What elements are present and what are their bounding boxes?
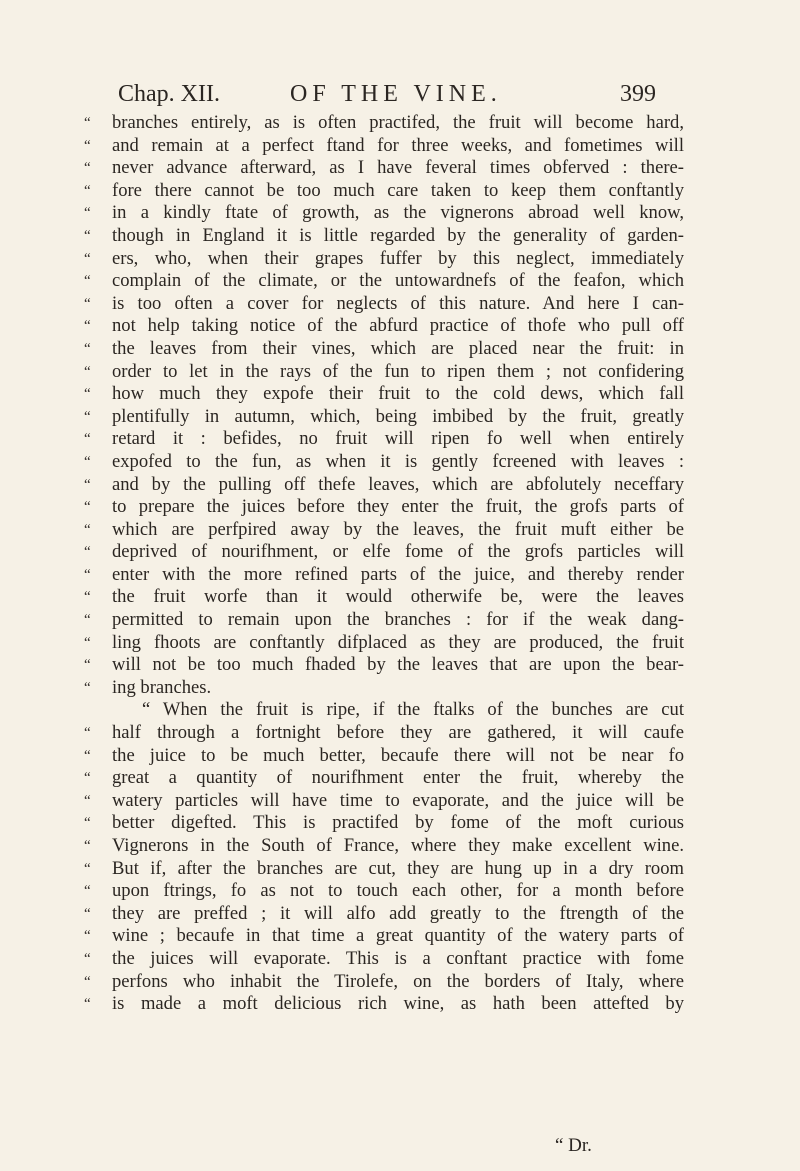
line-text: half through a fortnight before they are gathered, it will caufe bbox=[112, 722, 684, 744]
quote-mark: “ bbox=[84, 996, 91, 1013]
text-line bbox=[84, 722, 684, 745]
line-text: to prepare the juices before they enter the fruit, the grofs parts of bbox=[112, 496, 684, 518]
quote-mark: “ bbox=[84, 453, 91, 470]
quote-mark: “ bbox=[84, 679, 91, 696]
text-line bbox=[84, 135, 684, 158]
text-line bbox=[84, 925, 684, 948]
line-text: the juice to be much better, becaufe there will not be near fo bbox=[112, 744, 684, 766]
text-line bbox=[84, 451, 684, 474]
line-text: Vignerons in the South of France, where they make excellent wine. bbox=[112, 835, 684, 856]
line-text: great a quantity of nourifhment enter the fruit, whereby the bbox=[112, 767, 684, 789]
text-line bbox=[84, 202, 684, 225]
quote-mark: “ bbox=[84, 227, 91, 244]
line-text: they are preffed ; it will alfo add greatly to the ftrength of the bbox=[112, 902, 684, 924]
text-line bbox=[84, 180, 684, 203]
line-text: is too often a cover for neglects of this nature. And here I can- bbox=[112, 292, 684, 314]
quote-mark: “ bbox=[84, 815, 91, 832]
quote-mark: “ bbox=[84, 160, 91, 177]
quote-mark: “ bbox=[84, 770, 91, 787]
quote-mark: “ bbox=[84, 521, 91, 538]
quote-mark: “ bbox=[84, 950, 91, 967]
line-text: enter with the more refined parts of the juice, and thereby render bbox=[112, 563, 684, 585]
line-text: order to let in the rays of the fun to ripen them ; not confidering bbox=[112, 360, 684, 382]
line-text: and by the pulling off thefe leaves, which are abfolutely neceffary bbox=[112, 473, 684, 495]
line-text: upon ftrings, fo as not to touch each other, for a month before bbox=[112, 880, 684, 902]
quote-mark: “ bbox=[84, 792, 91, 809]
text-line bbox=[84, 835, 684, 858]
text-line bbox=[84, 157, 684, 180]
text-line bbox=[84, 225, 684, 248]
page-number: 399 bbox=[620, 81, 656, 107]
line-text: not help taking notice of the abfurd practice of thofe who pull off bbox=[112, 315, 684, 337]
quote-mark: “ bbox=[84, 363, 91, 380]
line-text: “ When the fruit is ripe, if the ftalks of the bunches are cut bbox=[142, 699, 684, 721]
text-line bbox=[84, 993, 684, 1016]
text-line bbox=[84, 858, 684, 881]
quote-mark: “ bbox=[84, 905, 91, 922]
chapter-label: Chap. XII. bbox=[118, 81, 220, 107]
text-line bbox=[84, 632, 684, 655]
line-text: ing branches. bbox=[112, 676, 212, 698]
quote-mark: “ bbox=[84, 566, 91, 583]
quote-mark: “ bbox=[84, 182, 91, 199]
text-line bbox=[84, 745, 684, 768]
quote-mark: “ bbox=[84, 928, 91, 945]
text-line bbox=[84, 790, 684, 813]
text-line bbox=[84, 564, 684, 587]
quote-mark: “ bbox=[84, 115, 91, 131]
text-line bbox=[84, 293, 684, 316]
text-line bbox=[84, 699, 684, 722]
quote-mark: “ bbox=[84, 589, 91, 606]
quote-mark: “ bbox=[84, 612, 91, 629]
text-line bbox=[84, 541, 684, 564]
line-text: is made a moft delicious rich wine, as hath been attefted by bbox=[112, 993, 684, 1015]
line-text: better digefted. This is practifed by fome of the moft curious bbox=[112, 812, 684, 834]
text-line bbox=[84, 112, 684, 135]
quote-mark: “ bbox=[84, 634, 91, 651]
text-line bbox=[84, 519, 684, 542]
line-text: perfons who inhabit the Tirolefe, on the borders of Italy, where bbox=[112, 970, 684, 992]
text-line bbox=[84, 903, 684, 926]
line-text: But if, after the branches are cut, they are hung up in a dry room bbox=[112, 857, 684, 879]
line-text: wine ; becaufe in that time a great quantity of the watery parts of bbox=[112, 925, 684, 947]
line-text: the leaves from their vines, which are placed near the fruit: in bbox=[112, 337, 684, 359]
quote-mark: “ bbox=[84, 860, 91, 877]
quote-mark: “ bbox=[84, 250, 91, 267]
text-line bbox=[84, 971, 684, 994]
text-line bbox=[84, 383, 684, 406]
text-line bbox=[84, 654, 684, 677]
text-line bbox=[84, 609, 684, 632]
text-line bbox=[84, 406, 684, 429]
quote-mark: “ bbox=[84, 408, 91, 425]
line-text: branches entirely, as is often practifed, the fruit will become hard, bbox=[112, 112, 684, 133]
text-line bbox=[84, 270, 684, 293]
quote-mark: “ bbox=[84, 747, 91, 764]
text-line bbox=[84, 361, 684, 384]
line-text: which are perfpired away by the leaves, the fruit muft either be bbox=[112, 518, 684, 540]
quote-mark: “ bbox=[84, 340, 91, 357]
line-text: retard it : befides, no fruit will ripen fo well when entirely bbox=[112, 428, 684, 450]
text-line bbox=[84, 428, 684, 451]
line-text: deprived of nourifhment, or elfe fome of the grofs particles will bbox=[112, 541, 684, 563]
line-text: fore there cannot be too much care taken to keep them conftantly bbox=[112, 179, 684, 201]
line-text: in a kindly ftate of growth, as the vignerons abroad well know, bbox=[112, 202, 684, 224]
page-header bbox=[118, 78, 656, 110]
body-text bbox=[84, 112, 684, 1016]
quote-mark: “ bbox=[84, 476, 91, 493]
line-text: will not be too much fhaded by the leaves that are upon the bear- bbox=[112, 654, 684, 676]
text-line bbox=[84, 880, 684, 903]
quote-mark: “ bbox=[84, 725, 91, 742]
text-line bbox=[84, 812, 684, 835]
line-text: though in England it is little regarded by the generality of garden- bbox=[112, 224, 684, 246]
quote-mark: “ bbox=[84, 657, 91, 674]
text-line bbox=[84, 586, 684, 609]
quote-mark: “ bbox=[84, 386, 91, 403]
quote-mark: “ bbox=[84, 883, 91, 900]
line-text: ling fhoots are conftantly difplaced as they are produced, the fruit bbox=[112, 631, 684, 653]
text-line bbox=[84, 248, 684, 271]
quote-mark: “ bbox=[84, 973, 91, 990]
text-line bbox=[84, 474, 684, 497]
text-line bbox=[84, 767, 684, 790]
quote-mark: “ bbox=[84, 295, 91, 312]
line-text: and remain at a perfect ftand for three weeks, and fometimes will bbox=[112, 134, 684, 156]
quote-mark: “ bbox=[84, 544, 91, 561]
line-text: expofed to the fun, as when it is gently fcreened with leaves : bbox=[112, 450, 684, 472]
running-title: OF THE VINE. bbox=[290, 81, 502, 107]
quote-mark: “ bbox=[84, 838, 91, 854]
quote-mark: “ bbox=[84, 137, 91, 154]
text-line bbox=[84, 496, 684, 519]
text-line bbox=[84, 677, 684, 700]
quote-mark: “ bbox=[84, 273, 91, 290]
catchword: “ Dr. bbox=[555, 1135, 592, 1156]
line-text: the juices will evaporate. This is a conftant practice with fome bbox=[112, 947, 684, 969]
quote-mark: “ bbox=[84, 318, 91, 335]
text-line bbox=[84, 315, 684, 338]
line-text: complain of the climate, or the untowardnefs of the feafon, which bbox=[112, 270, 684, 292]
line-text: permitted to remain upon the branches : for if the weak dang- bbox=[112, 609, 684, 631]
text-line bbox=[84, 948, 684, 971]
quote-mark: “ bbox=[84, 499, 91, 516]
line-text: how much they expofe their fruit to the cold dews, which fall bbox=[112, 383, 684, 405]
text-line bbox=[84, 338, 684, 361]
line-text: ers, who, when their grapes fuffer by this neglect, immediately bbox=[112, 247, 684, 269]
line-text: watery particles will have time to evaporate, and the juice will be bbox=[112, 789, 684, 811]
quote-mark: “ bbox=[84, 431, 91, 448]
line-text: the fruit worfe than it would otherwife be, were the leaves bbox=[112, 586, 684, 608]
line-text: plentifully in autumn, which, being imbibed by the fruit, greatly bbox=[112, 405, 684, 427]
line-text: never advance afterward, as I have feveral times obferved : there- bbox=[112, 157, 684, 179]
quote-mark: “ bbox=[84, 205, 91, 222]
